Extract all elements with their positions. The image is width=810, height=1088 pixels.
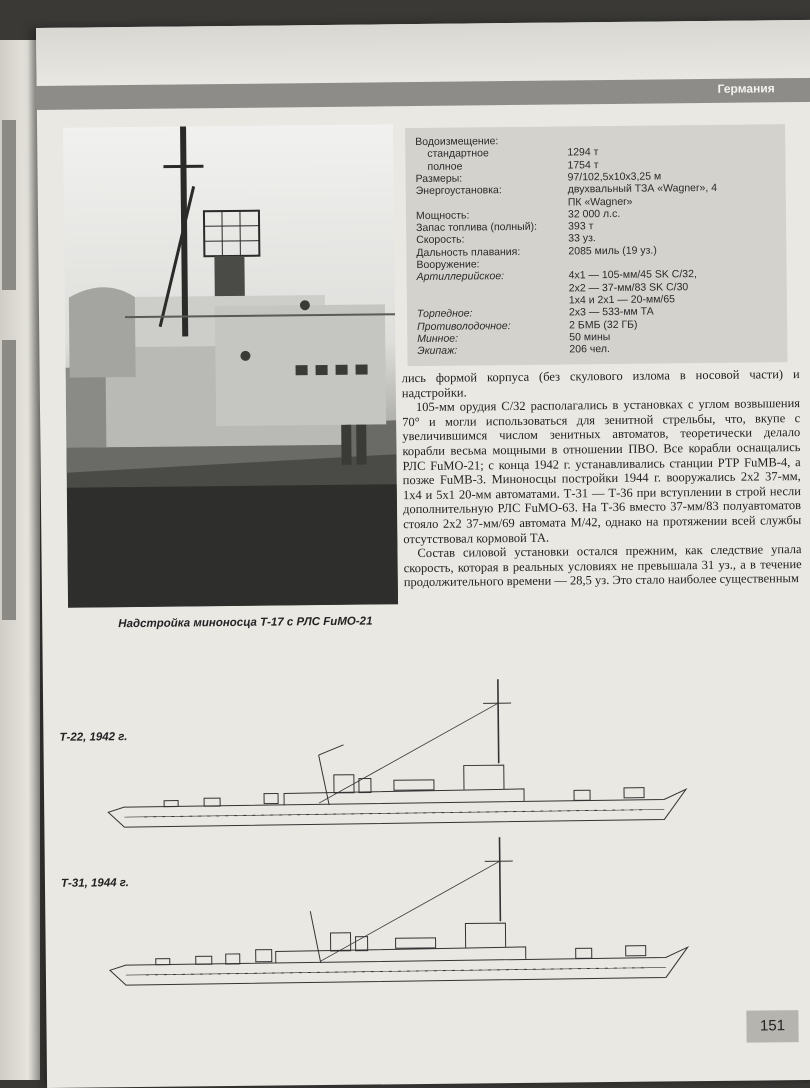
book-page [36,20,810,1088]
spec-label: Запас топлива (полный): [416,221,537,234]
spec-value: 2х2 — 37-мм/83 SK C/30 [569,281,689,294]
spec-value: 2 БМБ (32 ГБ) [569,318,637,331]
spec-value: 50 мины [569,331,610,343]
spec-label: Мощность: [416,209,470,222]
facing-page-image [2,340,16,620]
spec-value: 1754 т [567,159,598,171]
page-number: 151 [746,1010,798,1043]
paragraph: Состав силовой установки остался прежним, как следствие упала скорость, которая в реальных условиях не превышала 31 уз., а в течение продолжительного времени — 28,5 уз. Это стало наиболее существенным [403,542,801,590]
spec-label: Энергоустановка: [416,184,502,197]
spec-value: 393 т [568,220,593,232]
spec-label: Экипаж: [417,345,457,357]
facing-page-edge [0,40,40,1080]
spec-value: 2х3 — 533-мм ТА [569,306,654,319]
spec-value: 4х1 — 105-мм/45 SK C/32, [569,268,697,281]
section-title: Германия [718,81,775,96]
spec-value: 97/102,5х10х3,25 м [568,170,662,183]
spec-label: Противолодочное: [417,320,511,333]
photo-caption: Надстройка миноносца Т-17 с РЛС FuMO-21 [118,616,372,631]
spec-label: Торпедное: [417,308,473,321]
spec-value: 32 000 л.с. [568,208,620,221]
superstructure-photo [63,124,398,607]
ship-profile-t22 [103,671,705,847]
spec-value: 1294 т [567,146,598,158]
page-shadow [36,20,810,88]
spec-label: Водоизмещение: [415,135,498,148]
spec-row [417,341,777,357]
spec-label: Скорость: [416,234,464,247]
paragraph: 105-мм орудия С/32 располагались в установках с углом возвышения 70° и могли использоваться для зенитной стрельбы, что, вкупе с увеличившимся числом зенитных автоматов, теоретически делало корабли весьма мощными в отношении ПВО. Все корабли оснащались РЛС FuMO-21; с конца 1942 г. устанавливались станции РТР FuMB-4, а позже FuMB-3. Миноносцы постройки 1944 г. вооружались 2х2 37-мм, 1х4 и 5х1 20-мм автоматами. Т-31 — Т-36 при вступлении в строй несли дополнительную РЛС FuMO-63. На Т-36 вместо 37-мм/83 полуавтоматов стояло 2х2 37-мм/69 автомата М/42, однако на протяжении всей службы отсутствовал кормовой ТА. [402,396,802,546]
drawing-label-t22: Т-22, 1942 г. [59,731,127,744]
spec-value: 33 уз. [568,233,596,245]
specifications-table [405,124,787,366]
spec-value: двухвальный ТЗА «Wagner», 4 [568,182,717,196]
facing-page-image [2,120,16,290]
spec-label: Артиллерийское: [417,270,505,283]
spec-label: Минное: [417,332,458,344]
spec-value: 206 чел. [569,343,610,355]
spec-label: стандартное [427,148,489,161]
spec-value: 1х4 и 2х1 — 20-мм/65 [569,293,675,306]
spec-label: полное [427,160,462,172]
drawing-label-t31: Т-31, 1944 г. [61,877,129,890]
spec-value: ПК «Wagner» [568,195,633,208]
article-text [402,367,802,590]
paragraph: лись формой корпуса (без скулового излома в носовой части) и надстройки. [402,367,800,400]
spec-label: Размеры: [416,172,463,184]
ship-profile-t31 [104,829,706,1005]
spec-value: 2085 миль (19 уз.) [568,244,657,257]
spec-label: Вооружение: [416,258,479,271]
spec-label: Дальность плавания: [416,246,520,259]
